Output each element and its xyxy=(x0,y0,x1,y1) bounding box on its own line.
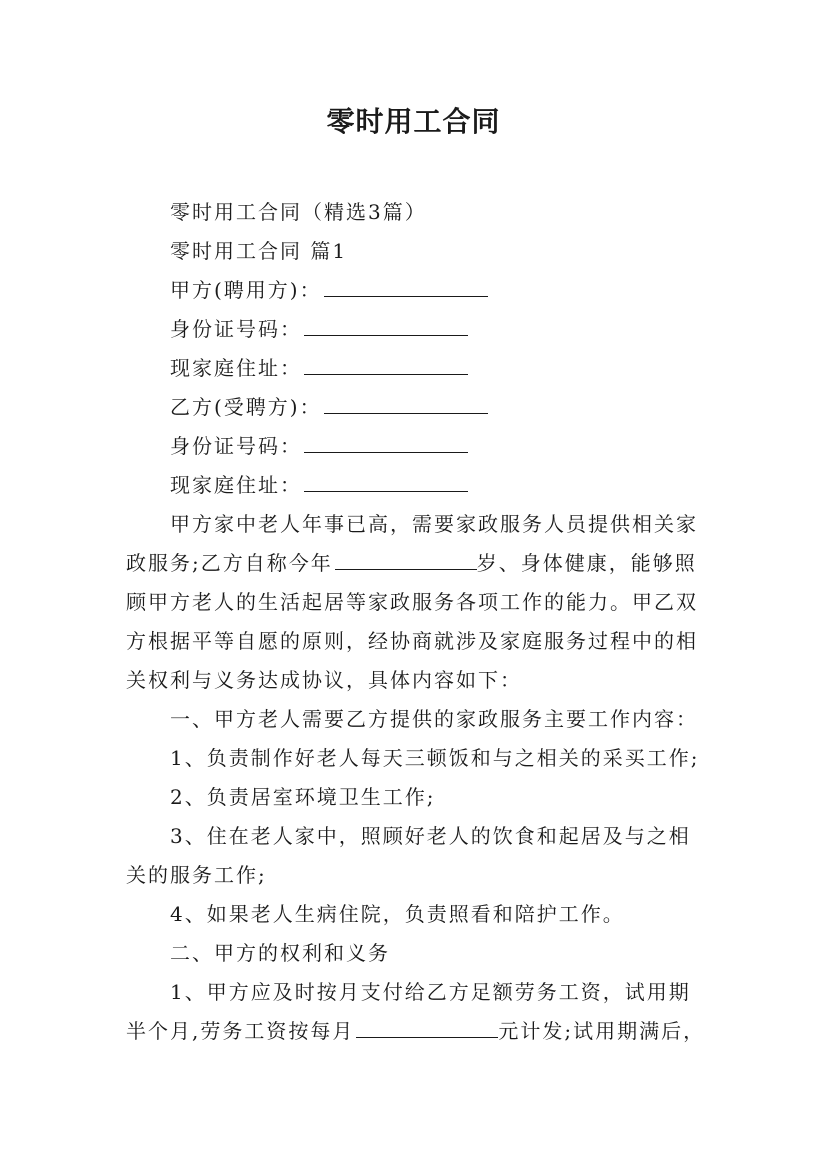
id-a-label: 身份证号码： xyxy=(170,317,302,341)
paragraph-line: 方根据平等自愿的原则，经协商就涉及家庭服务过程中的相 xyxy=(126,629,698,653)
document-title: 零时用工合同 xyxy=(326,105,501,138)
age-prefix: 政服务;乙方自称今年 xyxy=(126,551,333,575)
list-item: 1、负责制作好老人每天三顿饭和与之相关的采买工作; xyxy=(170,746,700,770)
addr-a-label: 现家庭住址： xyxy=(170,356,302,380)
addr-b-line xyxy=(170,471,468,499)
age-blank xyxy=(335,551,477,570)
paragraph-line: 顾甲方老人的生活起居等家政服务各项工作的能力。甲乙双 xyxy=(126,590,698,614)
party-b-label: 乙方(受聘方)： xyxy=(170,395,322,419)
list-item: 3、住在老人家中，照顾好老人的饮食和起居及与之相 xyxy=(170,824,691,848)
paragraph-line: 甲方家中老人年事已高，需要家政服务人员提供相关家 xyxy=(170,512,698,536)
wage-suffix: 元计发;试用期满后， xyxy=(498,1019,706,1043)
paragraph-line: 关权利与义务达成协议，具体内容如下： xyxy=(126,668,522,692)
party-a-label: 甲方(聘用方)： xyxy=(170,278,322,302)
id-a-blank xyxy=(304,317,468,336)
paragraph-line xyxy=(126,549,697,577)
subtitle: 零时用工合同（精选3篇） xyxy=(170,200,427,224)
addr-b-blank xyxy=(304,473,468,492)
list-item-continued xyxy=(126,1017,705,1045)
addr-a-line xyxy=(170,354,468,382)
id-b-label: 身份证号码： xyxy=(170,434,302,458)
id-b-blank xyxy=(304,434,468,453)
addr-a-blank xyxy=(304,356,468,375)
section-heading-1: 一、甲方老人需要乙方提供的家政服务主要工作内容： xyxy=(170,707,698,731)
list-item: 4、如果老人生病住院，负责照看和陪护工作。 xyxy=(170,902,625,926)
party-b-line xyxy=(170,393,488,421)
party-a-line xyxy=(170,276,488,304)
wage-blank xyxy=(356,1019,498,1038)
addr-b-label: 现家庭住址： xyxy=(170,473,302,497)
party-b-blank xyxy=(324,395,488,414)
id-b-line xyxy=(170,432,468,460)
party-a-blank xyxy=(324,278,488,297)
age-suffix: 岁、身体健康，能够照 xyxy=(476,551,697,575)
section-title: 零时用工合同 篇1 xyxy=(170,239,348,263)
wage-prefix: 半个月,劳务工资按每月 xyxy=(126,1019,355,1043)
section-heading-2: 二、甲方的权利和义务 xyxy=(170,941,390,965)
list-item-continued: 关的服务工作; xyxy=(126,863,267,887)
list-item: 2、负责居室环境卫生工作; xyxy=(170,785,436,809)
id-a-line xyxy=(170,315,468,343)
list-item: 1、甲方应及时按月支付给乙方足额劳务工资，试用期 xyxy=(170,980,691,1004)
